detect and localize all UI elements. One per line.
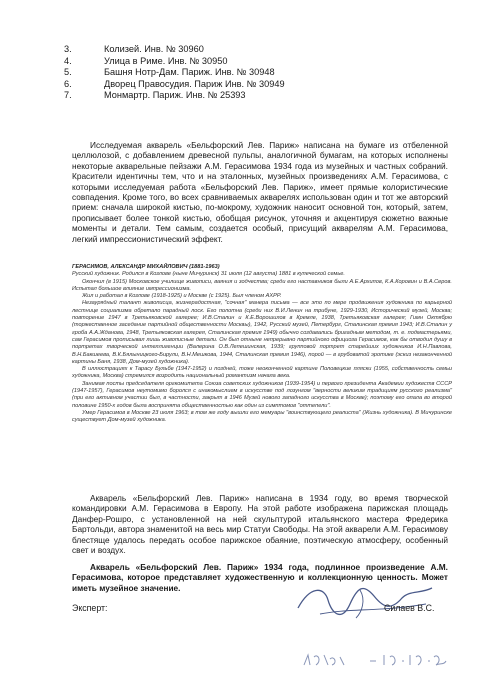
list-number: 7. bbox=[64, 90, 72, 101]
handwritten-date-note bbox=[300, 651, 450, 671]
list-item bbox=[64, 56, 444, 68]
list-item bbox=[64, 67, 444, 79]
list-text: Улица в Риме. Инв. № 30950 bbox=[104, 55, 228, 66]
list-text: Башня Нотр-Дам. Париж. Инв. № 30948 bbox=[104, 67, 275, 78]
biography-lead: Русский художник. Родился в Козлове (ныне Мичуринск) 31 июля (12 августа) 1881 в купеческой семье. bbox=[72, 271, 345, 278]
list-text: Дворец Правосудия. Париж Инв. № 30949 bbox=[104, 78, 285, 89]
list-number: 5. bbox=[64, 67, 72, 78]
biography-block bbox=[72, 264, 452, 425]
inventory-list bbox=[64, 44, 444, 102]
list-item bbox=[64, 79, 444, 91]
list-number: 6. bbox=[64, 78, 72, 89]
biography-paragraph: Незаурядный талант живописца, жизнерадостная, "сочная" манера письма — все это по мере продвижения художника по карьерной лестнице социализма обретало парадный лоск. Его полотна (среди них В.И.Ленин на трибуне, 1929-1930, Исторический музей, Москва; повторение 1947 в Третьяковской галерее; И.В.Сталин и К.Е.Ворошилов в Кремле, 1938, Третьяковская галерея; Гимн Октябрю (торжественное заседание партийной общественности Москвы), 1942, Русский музей, Петербург, Сталинская премия 1943; И.В.Сталин у гроба А.А.Жданова, 1948, Третьяковская галерея, Сталинская премия 1949) обычно создавались бригадным методом, т. е. подмастерьями, сам Герасимов прописывал лишь живописные детали. Он был отныне непрерывно партийного официоза Герасимов, как бы отводил душу в портретах творческой интеллигенции (Валерина О.В.Лепешинская, 1939; групповой портрет старейших художников И.Н.Павлова, В.Н.Бакшеева, В.К.Бялыницкого-Бирули, В.Н.Мешкова, 1944, Сталинская премия 1946), порой — в грубоватой эротике (эскиз незаконченной картины Баня, 1938, Дом-музей художника). bbox=[72, 300, 452, 365]
analysis-paragraph: Исследуемая акварель «Бельфорский Лев. Париж» написана на бумаге из отбеленной целлюлозой, с добавлением древесной пульпы, аналогичной бумагам, на которых исполнены некоторые акварельные пейзажи А.М. Герасимова 1934 года из музейных и частных собраний. Красители идентичны тем, что и на эталонных, музейных произведениях А.М. Герасимова, с которыми исследуемая работа «Бельфорский Лев. Париж», имеет прямые колористические совпадения. Кроме того, во всех сравниваемых акварелях использован один и тот же авторский прием: сначала широкой кистью, по-мокрому, художник наносит основной тон, который, затем, прописывает более тонкой кистью, обобщая рисунок, уточняя и акцентируя сюжетно важные моменты и детали. Тем самым, создается особый, присущий акварелям А.М. Герасимова, легкий импрессионистический эффект. bbox=[72, 140, 448, 244]
biography-paragraph: Окончил (в 1915) Московское училище живописи, ваяния и зодчества; среди его наставников были А.Е.Архипов, К.А.Коровин и В.А.Серов. Испытал большое влияние импрессионизма. bbox=[72, 278, 452, 292]
biography-paragraph: Умер Герасимов в Москве 23 июля 1963; в том же году вышли его мемуары "воинствующего реалиста" (Жизнь художника). В Мичуринске существует Дом-музей художника. bbox=[72, 409, 452, 424]
conclusion-paragraph: Акварель «Бельфорский Лев. Париж» 1934 года, подлинное произведение А.М. Герасимова, которое представляет художественную и коллекционную ценность. Может иметь музейное значение. bbox=[72, 562, 448, 593]
list-text: Монмартр. Париж. Инв. № 25393 bbox=[104, 90, 246, 101]
expert-name: Силаев В.С. bbox=[384, 603, 435, 613]
biography-paragraph: Жил и работал в Козлове (1918-1925) и Москве (с 1925). Был членом АХРР. bbox=[82, 293, 282, 300]
list-number: 4. bbox=[64, 55, 72, 66]
biography-paragraph: В иллюстрациях к Тарасу Бульбе (1947-1952) и поздней, тоже неоконченной картине Половецкие пляски (1955, собственность семьи художника, Москва) стремился возродить национальный романтизм начала века. bbox=[72, 366, 452, 380]
list-item bbox=[64, 44, 444, 56]
biography-paragraph: Занимая посты председателя оргкомитета Союза советских художников (1939-1954) и первого президента Академии художеств СССР (1947-1957), Герасимов неутомимо боролся с инакомыслием в искусстве под лозунгом "верности великим традициям русского реализма" (при его активном участии был, в частности, закрыт в 1946 Музей нового западного искусства в Москве); поэтому его опала во второй половине 1950-х годов была воспринята общественностью как один из симптомов "оттепели". bbox=[72, 380, 452, 409]
biography-heading: ГЕРАСИМОВ, АЛЕКСАНДР МИХАЙЛОВИЧ (1881-1963) bbox=[72, 264, 220, 270]
list-text: Колизей. Инв. № 30960 bbox=[104, 44, 204, 54]
description-paragraph: Акварель «Бельфорский Лев. Париж» написана в 1934 году, во время творческой командировки А.М. Герасимова в Европу. На этой работе изображена парижская площадь Данфер-Рошро, с установленной на ней скульптурой итальянского мастера Фредерика Бартольди, автора знаменитой на весь мир Статуи Свободы. На этой акварели А.М. Герасимову блестяще удалось передать особое парижское обаяние, поэтическую атмосферу, особенный свет и воздух. bbox=[72, 493, 448, 556]
list-item bbox=[64, 90, 444, 102]
list-number: 3. bbox=[64, 44, 72, 54]
expert-label: Эксперт: bbox=[72, 603, 108, 613]
